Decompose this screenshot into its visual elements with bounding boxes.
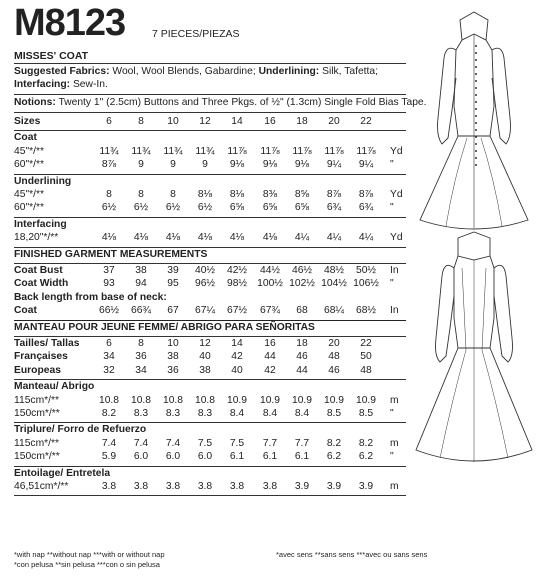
table-cell: 3.8 (101, 481, 117, 492)
table-cell: 38 (167, 351, 179, 363)
table-cell: 36 (135, 351, 147, 363)
table-cell: 42 (264, 364, 276, 376)
unit-label: m (390, 394, 399, 406)
table-cell: 8⅝ (294, 189, 310, 200)
unit-label: m (390, 481, 399, 492)
table-cell: 32 (103, 364, 115, 376)
underlining-section-label: Underlining (14, 175, 72, 187)
table-cell: 4⅛ (197, 232, 213, 244)
unit-label: " (390, 408, 394, 419)
notions-label: Notions: (14, 97, 56, 108)
table-cell: 40½ (194, 265, 216, 276)
interfacing-text: Sew-In. (70, 79, 108, 90)
table-cell: 8 (170, 189, 176, 200)
table-cell: 7.4 (101, 437, 117, 449)
table-cell: 8⅛ (197, 189, 213, 200)
back-collar (458, 232, 490, 260)
table-cell: 6.1 (229, 451, 245, 463)
table-cell: 44½ (259, 265, 281, 276)
divider (14, 63, 406, 64)
back-left-sleeve (436, 265, 455, 362)
table-cell: 66½ (98, 305, 120, 317)
table-cell: 9 (202, 159, 208, 171)
table-cell: 50 (360, 351, 372, 363)
size-cell: 22 (360, 116, 372, 127)
table-cell: 42 (231, 351, 243, 363)
table-cell: 44 (296, 364, 308, 376)
row-label: 150cm*/** (14, 451, 60, 463)
size-cell: 12 (199, 116, 211, 127)
garment-title: MISSES' COAT (14, 50, 89, 62)
unit-label: " (390, 278, 394, 290)
divider (14, 495, 406, 496)
size-cell: 6 (106, 116, 112, 127)
table-cell: 48 (328, 351, 340, 363)
notions-text: Twenty 1" (2.5cm) Buttons and Three Pkgs. of ½" (1.3cm) Single Fold Bias Tape. (55, 97, 427, 108)
table-cell: 6¾ (358, 202, 374, 214)
table-cell: 11⅞ (260, 145, 280, 157)
divider (14, 130, 406, 131)
table-cell: 8⅞ (358, 189, 374, 200)
table-cell: 39 (167, 265, 179, 276)
table-cell: 8.3 (165, 408, 181, 419)
table-cell: 96½ (194, 278, 216, 290)
table-cell: 6⅝ (229, 202, 245, 214)
unit-label: In (390, 265, 399, 276)
table-cell: 8⅜ (262, 189, 278, 200)
table-cell: 8.4 (294, 408, 310, 419)
table-cell: 7.7 (294, 437, 310, 449)
table-cell: 67½ (226, 305, 248, 317)
table-cell: 9¼ (358, 159, 374, 171)
table-cell: 48 (360, 364, 372, 376)
entoilage-section-label: Entoilage/ Entretela (14, 467, 111, 479)
table-cell: 10.9 (226, 394, 248, 406)
table-cell: 67 (167, 305, 179, 317)
footnote-french: *avec sens **sans sens ***avec ou sans sens (276, 550, 428, 559)
table-cell: 6.0 (165, 451, 181, 463)
row-label: 150cm*/** (14, 408, 60, 419)
table-cell: 8 (138, 338, 144, 349)
table-cell: 3.9 (358, 481, 374, 492)
table-cell: 46 (296, 351, 308, 363)
divider (14, 320, 406, 321)
unit-label: " (390, 451, 394, 463)
table-cell: 5.9 (101, 451, 117, 463)
row-label: Europeas (14, 364, 61, 376)
size-cell: 16 (264, 116, 276, 127)
table-cell: 102½ (289, 278, 315, 290)
divider (14, 422, 406, 423)
table-cell: 6.1 (262, 451, 278, 463)
table-cell: 8.2 (326, 437, 342, 449)
row-label: 18,20"*/** (14, 232, 59, 244)
table-cell: 11⅞ (292, 145, 312, 157)
table-cell: 7.4 (165, 437, 181, 449)
table-cell: 6.2 (326, 451, 342, 463)
table-cell: 8.3 (197, 408, 213, 419)
row-label: 60"*/** (14, 202, 44, 214)
table-cell: 6½ (101, 202, 117, 214)
table-cell: 10 (167, 338, 179, 349)
table-cell: 93 (103, 278, 115, 290)
pieces-count: 7 PIECES/PIEZAS (152, 28, 240, 40)
interfacing-label: Interfacing: (14, 79, 71, 90)
unit-label: " (390, 202, 394, 214)
table-cell: 3.8 (133, 481, 149, 492)
button-column (475, 45, 477, 166)
row-label: 46,51cm*/** (14, 481, 69, 492)
front-right-sleeve (492, 48, 511, 144)
divider (14, 379, 406, 380)
table-cell: 11⅞ (324, 145, 344, 157)
table-cell: 16 (264, 338, 276, 349)
row-label: Françaises (14, 351, 68, 363)
table-cell: 22 (360, 338, 372, 349)
table-cell: 4⅛ (133, 232, 149, 244)
unit-label: " (390, 159, 394, 171)
table-cell: 8.4 (262, 408, 278, 419)
divider (14, 112, 406, 113)
interfacing-line (14, 79, 108, 91)
table-cell: 10.9 (291, 394, 313, 406)
triplure-section-label: Triplure/ Forro de Refuerzo (14, 424, 147, 436)
divider (14, 94, 406, 95)
unit-label: Yd (390, 232, 403, 244)
table-cell: 10.9 (323, 394, 345, 406)
unit-label: In (390, 305, 399, 317)
table-cell: 68¼ (323, 305, 345, 317)
size-cell: 20 (328, 116, 340, 127)
table-cell: 50½ (355, 265, 377, 276)
table-cell: 46½ (291, 265, 313, 276)
table-cell: 4⅛ (165, 232, 181, 244)
front-left-sleeve (438, 48, 457, 144)
table-cell: 34 (135, 364, 147, 376)
table-cell: 4⅛ (101, 232, 117, 244)
table-cell: 20 (328, 338, 340, 349)
table-cell: 94 (135, 278, 147, 290)
row-label: Coat Bust (14, 265, 63, 276)
table-cell: 95 (167, 278, 179, 290)
table-cell: 6½ (165, 202, 181, 214)
table-cell: 8.2 (358, 437, 374, 449)
table-cell: 6.0 (197, 451, 213, 463)
back-right-sleeve (494, 265, 513, 362)
fabrics-label: Suggested Fabrics: (14, 66, 110, 77)
row-label: 60"*/** (14, 159, 44, 171)
table-cell: 67¾ (259, 305, 281, 317)
table-cell: 40 (231, 364, 243, 376)
divider (14, 174, 406, 175)
table-cell: 8.2 (101, 408, 117, 419)
size-cell: 8 (138, 116, 144, 127)
table-cell: 7.5 (197, 437, 213, 449)
table-cell: 11⅞ (356, 145, 376, 157)
table-cell: 68 (296, 305, 308, 317)
row-label: Tailles/ Tallas (14, 338, 80, 349)
table-cell: 3.9 (294, 481, 310, 492)
table-cell: 3.9 (326, 481, 342, 492)
unit-label: m (390, 437, 399, 449)
unit-label: Yd (390, 189, 403, 200)
footnote-english: *with nap **without nap ***with or without nap (14, 550, 165, 559)
table-cell: 3.8 (262, 481, 278, 492)
table-cell: 68½ (355, 305, 377, 317)
row-label: 45"*/** (14, 189, 44, 200)
size-cell: 10 (167, 116, 179, 127)
table-cell: 42½ (226, 265, 248, 276)
table-cell: 11¾ (195, 145, 215, 157)
fabrics-line (14, 66, 378, 78)
divider (14, 247, 406, 248)
coat-section-label: Coat (14, 132, 37, 144)
row-label: Coat Width (14, 278, 69, 290)
table-cell: 104½ (321, 278, 347, 290)
underlining-text: Silk, Tafetta; (319, 66, 378, 77)
table-cell: 9⅛ (229, 159, 245, 171)
table-cell: 9 (170, 159, 176, 171)
table-cell: 44 (264, 351, 276, 363)
table-cell: 8.5 (326, 408, 342, 419)
table-cell: 7.4 (133, 437, 149, 449)
table-cell: 36 (167, 364, 179, 376)
table-cell: 7.7 (262, 437, 278, 449)
manteau-section-label: Manteau/ Abrigo (14, 381, 95, 393)
table-cell: 7.5 (229, 437, 245, 449)
table-cell: 6¾ (326, 202, 342, 214)
table-cell: 4⅛ (262, 232, 278, 244)
table-cell: 66¾ (130, 305, 152, 317)
table-cell: 6 (106, 338, 112, 349)
sizes-label: Sizes (14, 116, 41, 127)
footnote-spanish: *con pelusa **sin pelusa ***con o sin pelusa (14, 560, 160, 569)
table-cell: 8⅞ (101, 159, 117, 171)
table-cell: 9 (138, 159, 144, 171)
row-label: 115cm*/** (14, 437, 60, 449)
table-cell: 4⅛ (229, 232, 245, 244)
fabrics-text: Wool, Wool Blends, Gabardine; (109, 66, 259, 77)
table-cell: 6⅝ (262, 202, 278, 214)
table-cell: 6½ (133, 202, 149, 214)
table-cell: 38 (199, 364, 211, 376)
pattern-code: M8123 (14, 2, 126, 44)
table-cell: 100½ (257, 278, 283, 290)
table-cell: 8.3 (133, 408, 149, 419)
table-cell: 106½ (353, 278, 379, 290)
table-cell: 6½ (197, 202, 213, 214)
table-cell: 34 (103, 351, 115, 363)
table-cell: 6.0 (133, 451, 149, 463)
coat-illustration (410, 6, 536, 566)
table-cell: 38 (135, 265, 147, 276)
table-cell: 10.8 (194, 394, 216, 406)
size-cell: 14 (231, 116, 243, 127)
table-cell: 9⅛ (262, 159, 278, 171)
table-cell: 11¾ (163, 145, 183, 157)
divider (14, 217, 406, 218)
table-cell: 40 (199, 351, 211, 363)
table-cell: 6⅝ (294, 202, 310, 214)
table-cell: 14 (231, 338, 243, 349)
interfacing-section-label: Interfacing (14, 218, 67, 230)
table-cell: 10.8 (98, 394, 120, 406)
table-cell: 48½ (323, 265, 345, 276)
divider (14, 263, 406, 264)
row-label: 115cm*/** (14, 394, 60, 406)
table-cell: 10.9 (355, 394, 377, 406)
table-cell: 3.8 (165, 481, 181, 492)
table-cell: 4¼ (294, 232, 310, 244)
table-cell: 8⅛ (229, 189, 245, 200)
table-cell: 4¼ (326, 232, 342, 244)
table-cell: 8.5 (358, 408, 374, 419)
table-cell: 4¼ (358, 232, 374, 244)
back-length-heading-label: Back length from base of neck: (14, 291, 167, 303)
table-cell: 11¾ (99, 145, 119, 157)
table-cell: 10.8 (130, 394, 152, 406)
table-cell: 3.8 (197, 481, 213, 492)
table-cell: 18 (296, 338, 308, 349)
table-cell: 10.8 (162, 394, 184, 406)
spanish-heading-label: MANTEAU POUR JEUNE FEMME/ ABRIGO PARA SEÑORITAS (14, 321, 315, 333)
size-cell: 18 (296, 116, 308, 127)
table-cell: 46 (328, 364, 340, 376)
table-cell: 98½ (226, 278, 248, 290)
table-cell: 37 (103, 265, 115, 276)
row-label: 45"*/** (14, 145, 44, 157)
table-cell: 3.8 (229, 481, 245, 492)
table-cell: 6.1 (294, 451, 310, 463)
table-cell: 11¾ (131, 145, 151, 157)
notions-line (14, 97, 427, 109)
table-cell: 10.9 (259, 394, 281, 406)
table-cell: 12 (199, 338, 211, 349)
table-cell: 8.4 (229, 408, 245, 419)
table-cell: 9⅛ (294, 159, 310, 171)
table-cell: 11⅞ (227, 145, 247, 157)
divider (14, 466, 406, 467)
divider (14, 336, 406, 337)
row-label: Coat (14, 305, 37, 317)
table-cell: 8 (138, 189, 144, 200)
underlining-label: Underlining: (258, 66, 320, 77)
table-cell: 8 (106, 189, 112, 200)
table-cell: 8⅞ (326, 189, 342, 200)
table-cell: 6.2 (358, 451, 374, 463)
table-cell: 67¼ (194, 305, 216, 317)
table-cell: 9¼ (326, 159, 342, 171)
finished-measurements-heading-label: FINISHED GARMENT MEASUREMENTS (14, 248, 208, 260)
unit-label: Yd (390, 145, 403, 157)
